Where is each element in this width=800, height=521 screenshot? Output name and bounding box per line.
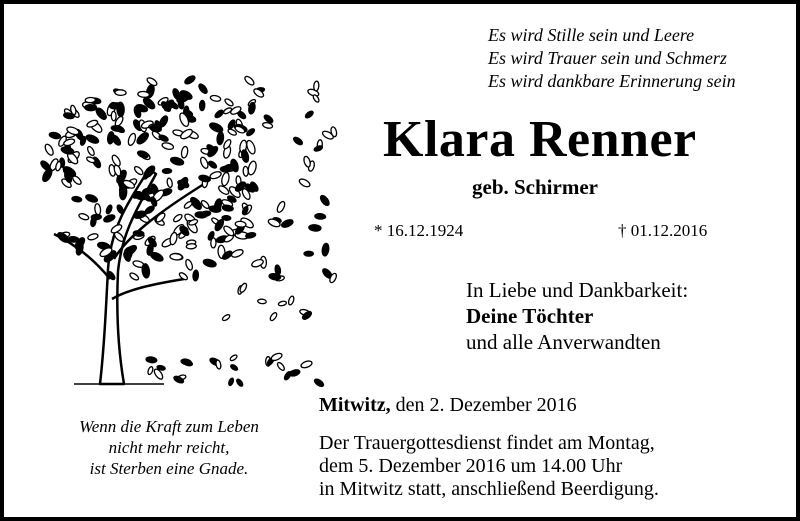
leaf bbox=[137, 150, 149, 159]
leaf bbox=[158, 134, 169, 143]
leaf bbox=[185, 259, 194, 271]
leaf bbox=[304, 110, 314, 119]
leaf bbox=[215, 360, 221, 370]
leaf bbox=[236, 378, 244, 387]
leaf bbox=[217, 184, 230, 196]
poem-line: Es wird Trauer sein und Schmerz bbox=[488, 48, 727, 68]
leaf bbox=[116, 204, 125, 214]
leaf bbox=[298, 177, 311, 188]
leaf bbox=[155, 212, 167, 224]
dateline-date: den 2. Dezember 2016 bbox=[395, 394, 577, 416]
leaf bbox=[269, 312, 278, 322]
leaf bbox=[315, 213, 326, 219]
leaf bbox=[181, 146, 189, 158]
leaf bbox=[230, 364, 239, 372]
maiden-name: geb. Schirmer bbox=[472, 175, 598, 199]
service-info bbox=[319, 432, 659, 501]
leaf bbox=[85, 193, 99, 203]
leaf bbox=[135, 131, 150, 146]
leaf bbox=[183, 200, 193, 209]
leaf bbox=[214, 109, 225, 119]
birth-date: * 16.12.1924 bbox=[374, 221, 464, 240]
leaf bbox=[319, 194, 331, 207]
leaf bbox=[49, 131, 61, 139]
dateline bbox=[319, 392, 577, 418]
leaf bbox=[115, 90, 126, 96]
leaf bbox=[86, 146, 95, 157]
leaf bbox=[146, 76, 158, 87]
leaf bbox=[94, 106, 108, 121]
leaf bbox=[72, 196, 83, 203]
leaf bbox=[276, 200, 286, 213]
leaf bbox=[103, 213, 116, 223]
leaf bbox=[235, 221, 246, 228]
leaf bbox=[71, 175, 82, 186]
leaf bbox=[221, 314, 230, 322]
poem-line: Es wird dankbare Erinnerung sein bbox=[488, 71, 736, 91]
leaf bbox=[179, 128, 194, 141]
mourners-block bbox=[466, 277, 688, 355]
leaf bbox=[78, 213, 89, 221]
leaf bbox=[129, 272, 140, 282]
leaf bbox=[247, 160, 258, 175]
leaf bbox=[288, 295, 295, 305]
leaf bbox=[124, 245, 137, 255]
leaf bbox=[278, 301, 287, 307]
leaf bbox=[166, 178, 173, 188]
leaf bbox=[87, 233, 99, 241]
leaf bbox=[138, 91, 150, 98]
death-date: † 01.12.2016 bbox=[618, 221, 708, 240]
leaf bbox=[169, 232, 178, 246]
leaf bbox=[184, 74, 197, 85]
leaf bbox=[161, 142, 174, 151]
windblown-tree-icon bbox=[34, 59, 344, 394]
quote-line: nicht mehr reicht, bbox=[108, 438, 230, 457]
leaf bbox=[303, 156, 312, 168]
leaf bbox=[127, 133, 137, 147]
leaf bbox=[243, 75, 255, 87]
service-line: in Mitwitz statt, anschließend Beerdigung. bbox=[319, 478, 659, 500]
leaf bbox=[228, 377, 235, 386]
mourners-intro: In Liebe und Dankbarkeit: bbox=[466, 278, 689, 302]
leaf bbox=[105, 204, 113, 214]
leaf bbox=[230, 248, 244, 258]
leaf bbox=[216, 132, 224, 145]
leaf bbox=[146, 356, 157, 363]
leaf bbox=[229, 354, 238, 362]
leaf bbox=[207, 160, 217, 169]
leaf bbox=[221, 172, 231, 187]
leaf bbox=[197, 83, 208, 95]
leaf bbox=[199, 100, 205, 110]
dateline-place: Mitwitz, bbox=[319, 394, 391, 416]
leaf bbox=[117, 102, 125, 116]
leaf bbox=[91, 214, 101, 220]
leaf bbox=[209, 170, 222, 180]
leaf bbox=[85, 133, 100, 145]
leaf bbox=[239, 282, 248, 293]
leaf bbox=[313, 81, 319, 91]
quote-line: ist Sterben eine Gnade. bbox=[89, 459, 249, 478]
leaf bbox=[300, 360, 313, 369]
leaf bbox=[321, 243, 329, 256]
leaf bbox=[220, 166, 231, 172]
leaf bbox=[193, 270, 199, 281]
leaf bbox=[198, 174, 211, 183]
deceased-name: Klara Renner bbox=[383, 111, 697, 168]
leaf bbox=[114, 124, 125, 134]
leaf bbox=[210, 95, 221, 102]
poem-line: Es wird Stille sein und Leere bbox=[488, 25, 695, 45]
leaf bbox=[258, 299, 267, 304]
leaf bbox=[181, 358, 192, 365]
leaf bbox=[111, 134, 122, 147]
leaf bbox=[172, 213, 183, 223]
leaf bbox=[119, 185, 125, 195]
leaf bbox=[313, 378, 325, 388]
leaf bbox=[208, 121, 224, 134]
quote bbox=[44, 416, 294, 479]
leaf bbox=[85, 97, 95, 103]
leaf bbox=[270, 352, 283, 362]
leaf bbox=[313, 145, 323, 152]
leaf bbox=[309, 224, 322, 231]
leaf bbox=[147, 366, 154, 375]
leaf bbox=[85, 104, 97, 110]
leaf bbox=[63, 169, 72, 174]
leaf bbox=[224, 98, 234, 107]
leaf bbox=[283, 371, 292, 381]
mourners-daughters: Deine Töchter bbox=[466, 304, 594, 328]
quote-line: Wenn die Kraft zum Leben bbox=[79, 417, 259, 436]
leaf bbox=[201, 211, 211, 217]
leaf bbox=[202, 258, 217, 268]
leaf bbox=[304, 251, 313, 256]
leaf bbox=[186, 243, 196, 249]
service-line: dem 5. Dezember 2016 um 14.00 Uhr bbox=[319, 455, 623, 477]
poem bbox=[488, 24, 736, 93]
leaf bbox=[94, 203, 101, 215]
leaf bbox=[141, 263, 150, 278]
service-line: Der Trauergottesdienst findet am Montag, bbox=[319, 432, 655, 454]
leaf bbox=[276, 361, 285, 371]
leaf bbox=[199, 156, 209, 169]
leaf bbox=[281, 218, 294, 228]
leaf bbox=[44, 143, 55, 157]
leaf bbox=[170, 253, 183, 260]
mourners-relatives: und alle Anverwandten bbox=[466, 330, 661, 354]
leaf bbox=[133, 230, 144, 236]
leaf bbox=[162, 168, 171, 173]
leaf bbox=[133, 165, 144, 176]
leaf bbox=[111, 111, 116, 121]
leaf bbox=[41, 167, 54, 183]
leaf bbox=[60, 146, 74, 155]
leaf bbox=[292, 136, 303, 146]
